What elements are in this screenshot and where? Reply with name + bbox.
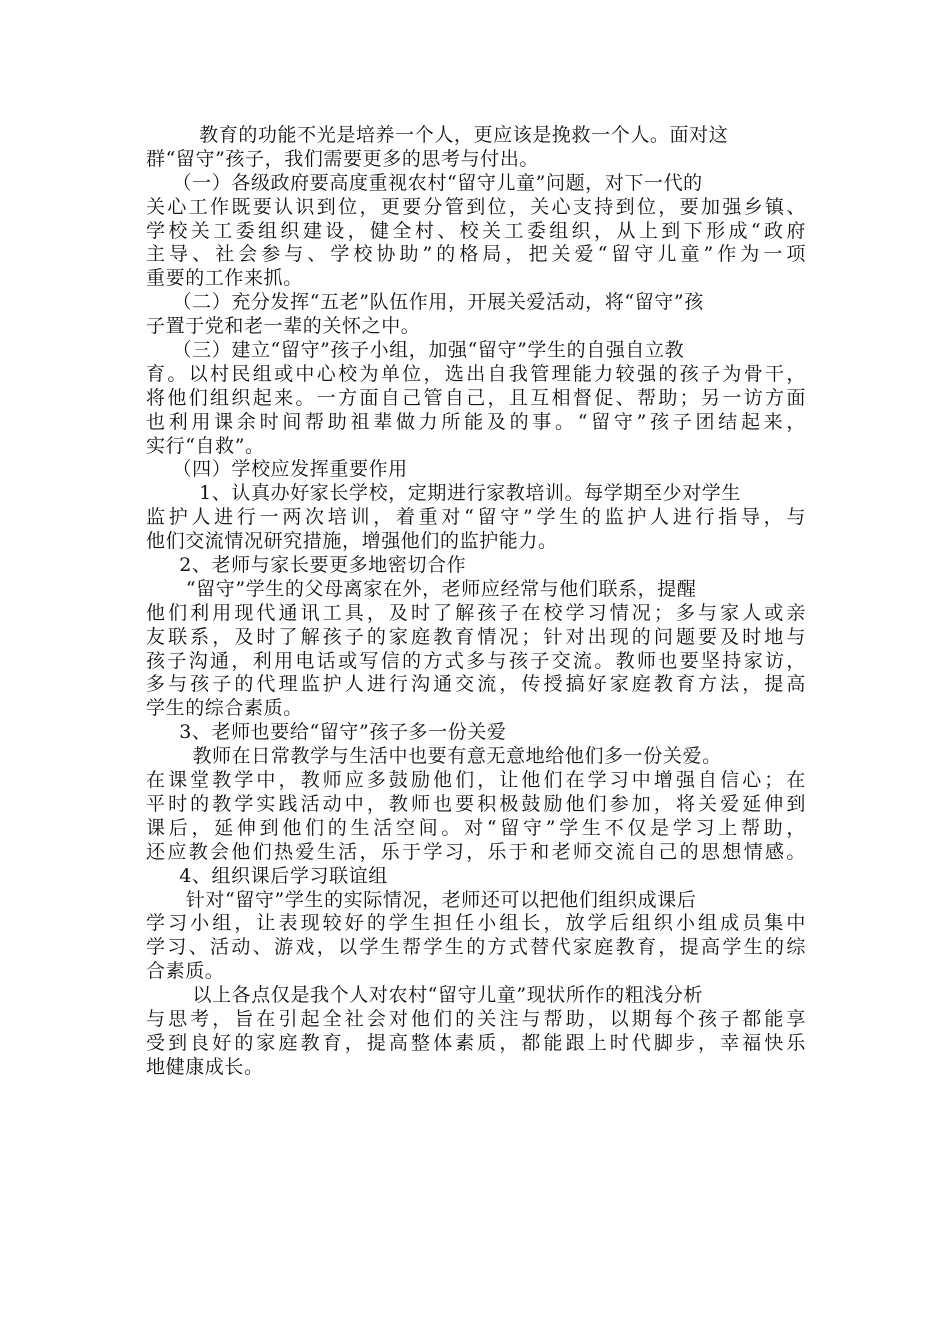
text-line: （一）各级政府要高度重视农村“留守儿童”问题，对下一代的 (146, 171, 703, 194)
text-line: 教育的功能不光是培养一个人，更应该是挽救一个人。面对这 (146, 124, 729, 146)
text-line: 育。以村民组或中心校为单位，选出自我管理能力较强的孩子为骨干， (146, 362, 806, 385)
text-line: 孩子沟通，利用电话或写信的方式多与孩子交流。教师也要坚持家访， (146, 649, 806, 672)
text-line: 2、老师与家长要更多地密切合作 (146, 554, 467, 577)
text-line: 学校关工委组织建设，健全村、校关工委组织，从上到下形成“政府 (146, 219, 806, 242)
text-line: 课后，延伸到他们的生活空间。对“留守”学生不仅是学习上帮助， (146, 816, 806, 839)
text-line: 监护人进行一两次培训，着重对“留守”学生的监护人进行指导，与 (146, 506, 806, 529)
text-line: 3、老师也要给“留守”孩子多一份关爱 (146, 721, 507, 744)
text-line: 学习小组，让表现较好的学生担任小组长，放学后组织小组成员集中 (146, 912, 806, 935)
text-line: 平时的教学实践活动中，教师也要积极鼓励他们参加，将关爱延伸到 (146, 792, 806, 815)
text-line: 学习、活动、游戏，以学生帮学生的方式替代家庭教育，提高学生的综 (146, 936, 806, 959)
text-line: 还应教会他们热爱生活，乐于学习，乐于和老师交流自己的思想情感。 (146, 840, 806, 863)
text-line: 群“留守”孩子，我们需要更多的思考与付出。 (146, 147, 540, 170)
text-line: 重要的工作来抓。 (146, 267, 303, 290)
text-line: 将他们组织起来。一方面自己管自己，且互相督促、帮助；另一访方面 (146, 386, 806, 409)
text-line: 主导、社会参与、学校协助”的格局，把关爱“留守儿童”作为一项 (146, 243, 806, 266)
text-line: 地健康成长。 (146, 1055, 264, 1078)
text-line: 友联系，及时了解孩子的家庭教育情况；针对出现的问题要及时地与 (146, 625, 806, 648)
text-line: 与思考，旨在引起全社会对他们的关注与帮助，以期每个孩子都能享 (146, 1007, 806, 1030)
text-line: 也利用课余时间帮助祖辈做力所能及的事。“留守”孩子团结起来， (146, 410, 806, 433)
text-line: 子置于党和老一辈的关怀之中。 (146, 315, 421, 338)
text-line: 针对“留守”学生的实际情况，老师还可以把他们组织成课后 (146, 888, 697, 911)
text-line: 实行“自救”。 (146, 434, 265, 457)
text-line: “留守”学生的父母离家在外，老师应经常与他们联系，提醒 (146, 577, 697, 600)
text-line: 4、组织课后学习联谊组 (146, 864, 388, 887)
text-line: 多与孩子的代理监护人进行沟通交流，传授搞好家庭教育方法，提高 (146, 673, 806, 696)
text-line: 关心工作既要认识到位，更要分管到位，关心支持到位，要加强乡镇、 (146, 195, 806, 218)
text-line: 在课堂教学中，教师应多鼓励他们，让他们在学习中增强自信心；在 (146, 769, 806, 792)
text-line: 受到良好的家庭教育，提高整体素质，都能跟上时代脚步，幸福快乐 (146, 1031, 806, 1054)
text-line: 他们交流情况研究措施，增强他们的监护能力。 (146, 530, 558, 553)
text-line: 以上各点仅是我个人对农村“留守儿童”现状所作的粗浅分析 (146, 984, 704, 1007)
text-line: （四）学校应发挥重要作用 (146, 458, 408, 481)
text-line: 学生的综合素质。 (146, 697, 303, 720)
text-line: 1、认真办好家长学校，定期进行家教培训。每学期至少对学生 (146, 482, 742, 505)
text-line: （二）充分发挥“五老”队伍作用，开展关爱活动，将“留守”孩 (146, 291, 704, 314)
text-line: 合素质。 (146, 960, 225, 983)
text-line: 教师在日常教学与生活中也要有意无意地给他们多一份关爱。 (146, 745, 722, 768)
text-line: （三）建立“留守”孩子小组，加强“留守”学生的自强自立教 (146, 339, 685, 362)
document-body (146, 124, 806, 1080)
text-line: 他们利用现代通讯工具，及时了解孩子在校学习情况；多与家人或亲 (146, 601, 806, 624)
